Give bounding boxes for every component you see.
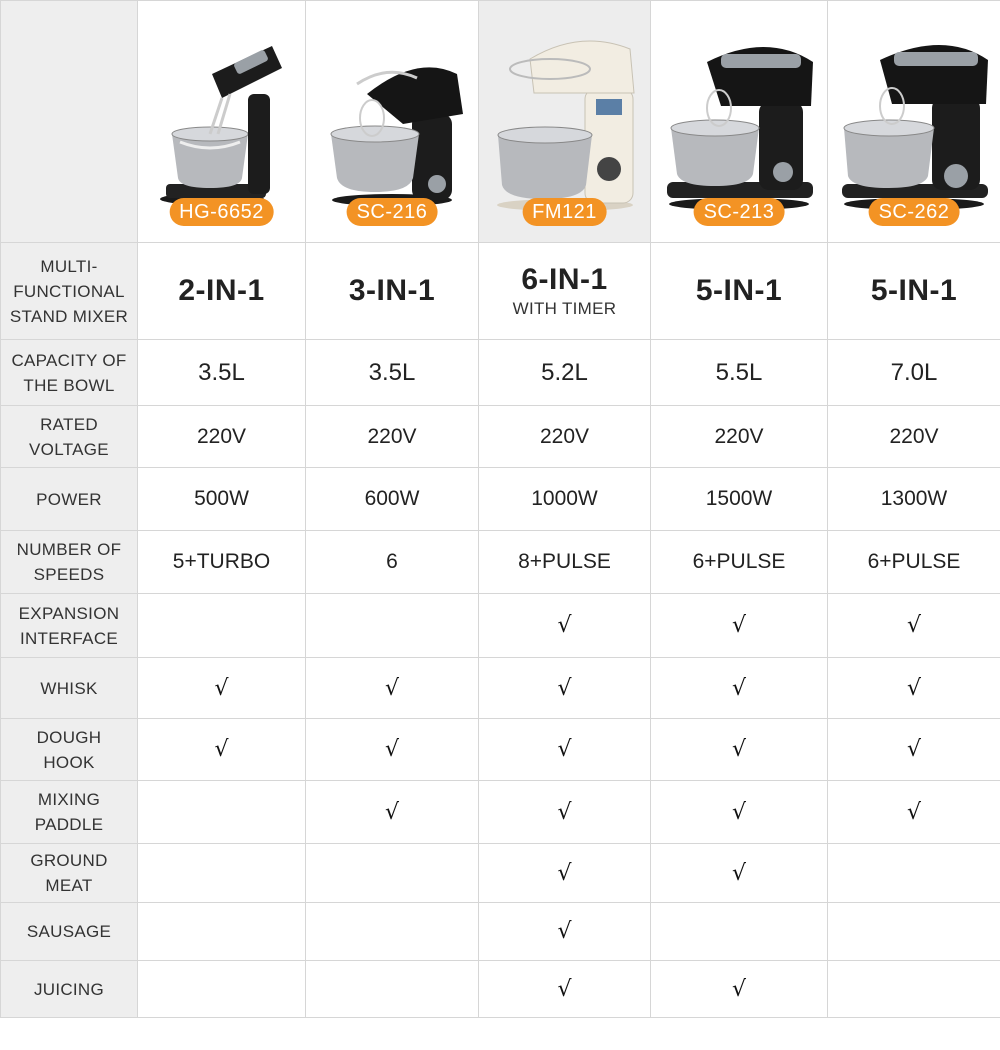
stand-mixer-image xyxy=(659,32,819,212)
check-cell xyxy=(828,719,1000,781)
cell-value: 5+TURBO xyxy=(138,531,306,594)
cell-value: 6+PULSE xyxy=(828,531,1000,594)
check-cell xyxy=(306,719,479,781)
check-cell xyxy=(138,594,306,658)
check-cell xyxy=(138,903,306,961)
label-text: MULTI- FUNCTIONAL STAND MIXER xyxy=(9,256,129,326)
cell-value: 3.5L xyxy=(138,340,306,406)
row-label xyxy=(1,903,138,961)
row-label xyxy=(1,961,138,1018)
row-label xyxy=(1,468,138,531)
row-ground-meat xyxy=(1,844,1000,903)
checkmark-icon: √ xyxy=(731,860,747,886)
checkmark-icon: √ xyxy=(731,613,747,638)
check-cell xyxy=(651,719,828,781)
checkmark-icon: √ xyxy=(557,737,572,762)
cell-value: 7.0L xyxy=(828,340,1000,406)
row-label xyxy=(1,658,138,719)
row-mixing-paddle xyxy=(1,781,1000,844)
label-text: EXPANSION INTERFACE xyxy=(18,603,120,648)
checkmark-icon: √ xyxy=(214,675,229,701)
row-label xyxy=(1,406,138,468)
cell-value: 1300W xyxy=(828,468,1000,531)
cell-value: 5.2L xyxy=(479,340,651,406)
check-cell xyxy=(479,844,651,903)
cell-value: 220V xyxy=(828,406,1000,468)
row-power xyxy=(1,468,1000,531)
stand-mixer-image xyxy=(317,34,467,209)
checkmark-icon: √ xyxy=(731,675,747,701)
row-sausage xyxy=(1,903,1000,961)
check-cell xyxy=(306,658,479,719)
label-text: JUICING xyxy=(33,979,105,999)
row-label xyxy=(1,594,138,658)
row-label xyxy=(1,844,138,903)
label-text: MIXING PADDLE xyxy=(34,790,104,834)
product-header-row xyxy=(1,1,1000,243)
row-voltage xyxy=(1,406,1000,468)
model-badge: SC-262 xyxy=(869,198,960,226)
check-cell xyxy=(138,844,306,903)
label-text: GROUND MEAT xyxy=(30,851,108,895)
checkmark-icon: √ xyxy=(557,976,572,1002)
cell-value: 220V xyxy=(479,406,651,468)
cell-value: 8+PULSE xyxy=(479,531,651,594)
check-cell xyxy=(479,961,651,1018)
checkmark-icon: √ xyxy=(906,737,922,762)
model-badge: FM121 xyxy=(522,198,607,226)
label-text: RATED VOLTAGE xyxy=(29,414,109,459)
stand-mixer-image xyxy=(834,32,994,212)
check-cell xyxy=(138,719,306,781)
check-cell xyxy=(828,594,1000,658)
row-multifunctional xyxy=(1,243,1000,340)
check-cell xyxy=(651,961,828,1018)
checkmark-icon: √ xyxy=(214,737,229,762)
product-fm121 xyxy=(479,1,651,243)
label-text: NUMBER OF SPEEDS xyxy=(16,540,122,584)
check-cell xyxy=(479,781,651,844)
check-cell xyxy=(479,594,651,658)
cell-value: 220V xyxy=(651,406,828,468)
checkmark-icon: √ xyxy=(731,976,747,1002)
checkmark-icon: √ xyxy=(557,675,572,701)
label-text: POWER xyxy=(36,489,102,509)
cell-value: 2-IN-1 xyxy=(138,243,306,340)
check-cell xyxy=(479,658,651,719)
checkmark-icon: √ xyxy=(557,919,572,944)
cell-value: 1000W xyxy=(479,468,651,531)
cell-value: 220V xyxy=(306,406,479,468)
check-cell xyxy=(138,781,306,844)
checkmark-icon: √ xyxy=(384,737,400,762)
cell-value: 5-IN-1 xyxy=(651,243,828,340)
check-cell xyxy=(651,781,828,844)
row-label xyxy=(1,243,138,340)
row-dough-hook xyxy=(1,719,1000,781)
row-label xyxy=(1,719,138,781)
check-cell xyxy=(306,594,479,658)
cell-value: 220V xyxy=(138,406,306,468)
product-sc-262 xyxy=(828,1,1000,243)
check-cell xyxy=(828,658,1000,719)
row-label xyxy=(1,531,138,594)
check-cell xyxy=(651,658,828,719)
checkmark-icon: √ xyxy=(731,799,747,825)
check-cell xyxy=(651,594,828,658)
model-badge: HG-6652 xyxy=(169,198,274,226)
check-cell xyxy=(828,903,1000,961)
checkmark-icon: √ xyxy=(557,799,572,825)
model-badge: SC-213 xyxy=(694,198,785,226)
cell-value-with-note xyxy=(479,243,651,340)
row-speeds xyxy=(1,531,1000,594)
checkmark-icon: √ xyxy=(557,613,572,638)
check-cell xyxy=(138,658,306,719)
row-label xyxy=(1,340,138,406)
label-text: WHISK xyxy=(40,678,98,698)
cell-value: 3.5L xyxy=(306,340,479,406)
cell-value: 3-IN-1 xyxy=(306,243,479,340)
checkmark-icon: √ xyxy=(731,737,747,762)
product-sc-216 xyxy=(306,1,479,243)
check-cell xyxy=(306,903,479,961)
check-cell xyxy=(651,903,828,961)
checkmark-icon: √ xyxy=(557,860,572,886)
cell-value: 500W xyxy=(138,468,306,531)
cell-value: 6 xyxy=(306,531,479,594)
row-capacity xyxy=(1,340,1000,406)
checkmark-icon: √ xyxy=(384,675,400,701)
label-text: CAPACITY OF THE BOWL xyxy=(11,350,127,395)
corner-cell xyxy=(1,1,138,243)
stand-mixer-image xyxy=(152,34,292,209)
cell-value: 1500W xyxy=(651,468,828,531)
check-cell xyxy=(828,781,1000,844)
timer-note: WITH TIMER xyxy=(512,299,617,318)
row-expansion xyxy=(1,594,1000,658)
check-cell xyxy=(651,844,828,903)
check-cell xyxy=(828,961,1000,1018)
check-cell xyxy=(479,719,651,781)
cell-value: 600W xyxy=(306,468,479,531)
checkmark-icon: √ xyxy=(906,675,922,701)
checkmark-icon: √ xyxy=(906,613,922,638)
cell-value: 6+PULSE xyxy=(651,531,828,594)
label-text: DOUGH HOOK xyxy=(36,727,102,772)
check-cell xyxy=(306,781,479,844)
product-sc-213 xyxy=(651,1,828,243)
row-whisk xyxy=(1,658,1000,719)
check-cell xyxy=(138,961,306,1018)
model-badge: SC-216 xyxy=(347,198,438,226)
cell-value: 5-IN-1 xyxy=(828,243,1000,340)
product-hg-6652 xyxy=(138,1,306,243)
check-cell xyxy=(306,844,479,903)
checkmark-icon: √ xyxy=(906,799,922,825)
checkmark-icon: √ xyxy=(384,799,400,825)
stand-mixer-image xyxy=(490,29,640,214)
label-text: SAUSAGE xyxy=(26,922,112,941)
check-cell xyxy=(306,961,479,1018)
cell-value: 5.5L xyxy=(651,340,828,406)
row-label xyxy=(1,781,138,844)
mode-count: 6-IN-1 xyxy=(521,263,608,296)
check-cell xyxy=(828,844,1000,903)
row-juicing xyxy=(1,961,1000,1018)
check-cell xyxy=(479,903,651,961)
